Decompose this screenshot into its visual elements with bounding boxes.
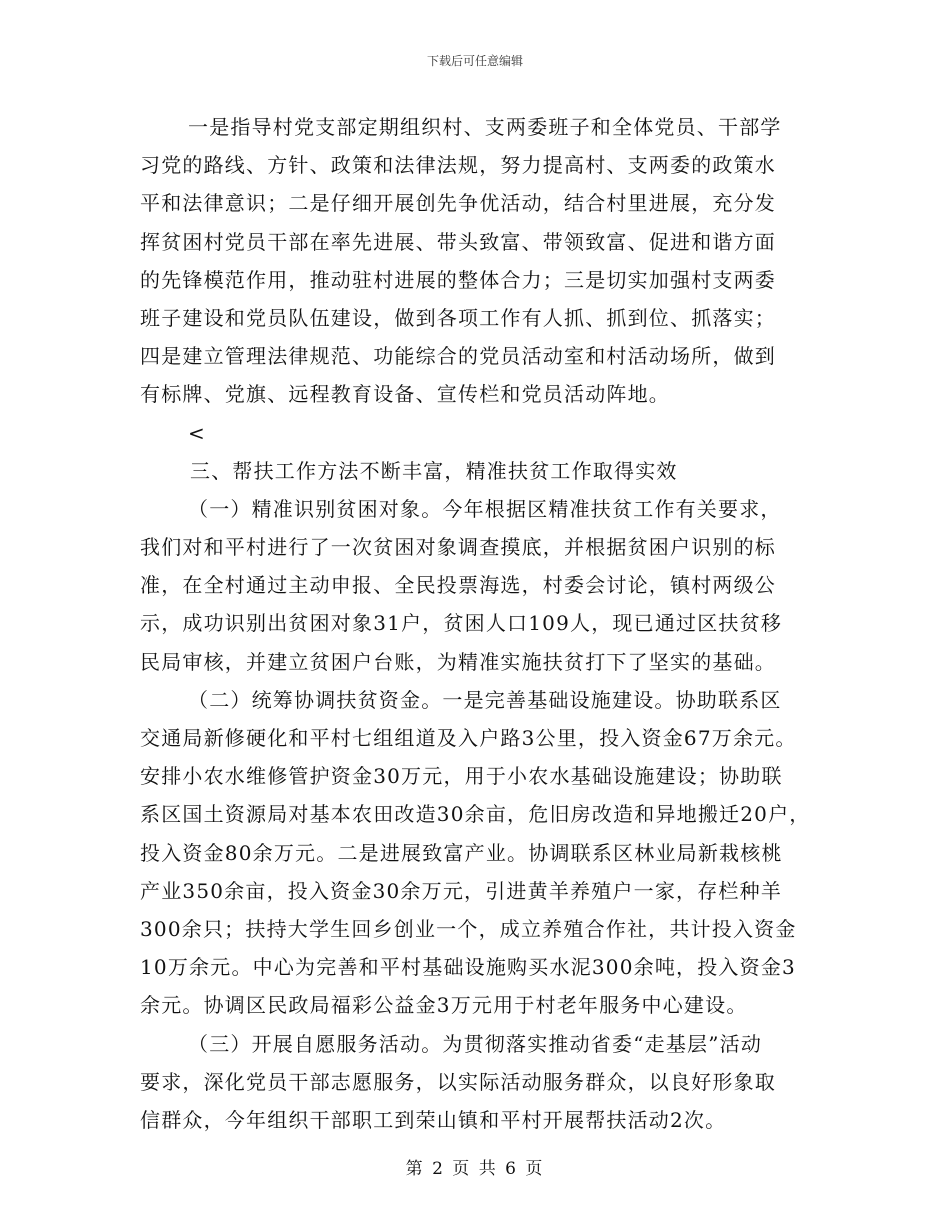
paragraph-line: 示，成功识别出贫困对象31户，贫困人口109人，现已通过区扶贫移 <box>140 611 783 636</box>
paragraph-line: 民局审核，并建立贫困户台账，为精准实施扶贫打下了坚实的基础。 <box>140 649 776 674</box>
paragraph-line: （三）开展自愿服务活动。为贯彻落实推动省委“走基层”活动 <box>188 1031 763 1056</box>
paragraph-line: 一是指导村党支部定期组织村、支两委班子和全体党员、干部学 <box>188 115 782 139</box>
paragraph-line: 系区国土资源局对基本农田改造30余亩，危旧房改造和异地搬迁20户， <box>140 802 811 827</box>
page-footer: 第 2 页 共 6 页 <box>405 1159 545 1179</box>
paragraph-line: 平和法律意识；二是仔细开展创先争优活动，结合村里进展，充分发 <box>140 191 776 216</box>
paragraph-line: 我们对和平村进行了一次贫困对象调查摸底，并根据贫困户识别的标 <box>140 535 776 560</box>
page-header: 下载后可任意编辑 <box>426 54 523 68</box>
paragraph-line: （二）统筹协调扶贫资金。一是完善基础设施建设。协助联系区 <box>188 687 782 712</box>
paragraph-line: 产业350余亩，投入资金30余万元，引进黄羊养殖户一家，存栏种羊 <box>140 878 783 903</box>
paragraph-line: 10万余元。中心为完善和平村基础设施购买水泥300余吨，投入资金3 <box>140 955 796 980</box>
paragraph-line: 安排小农水维修管护资金30万元，用于小农水基础设施建设；协助联 <box>140 764 783 789</box>
paragraph-line: 班子建设和党员队伍建设，做到各项工作有人抓、抓到位、抓落实； <box>140 305 776 330</box>
paragraph-line: 准，在全村通过主动申报、全民投票海选，村委会讨论，镇村两级公 <box>140 573 776 598</box>
paragraph-line: 挥贫困村党员干部在率先进展、带头致富、带领致富、促进和谐方面 <box>140 229 776 254</box>
paragraph-line: （一）精准识别贫困对象。今年根据区精准扶贫工作有关要求， <box>188 496 782 521</box>
paragraph-line: 习党的路线、方针、政策和法律法规，努力提高村、支两委的政策水 <box>140 153 776 178</box>
paragraph-line: 四是建立管理法律规范、功能综合的党员活动室和村活动场所，做到 <box>140 344 776 369</box>
section-heading: 三、帮扶工作方法不断丰富，精准扶贫工作取得实效 <box>190 458 678 483</box>
paragraph-line: 要求，深化党员干部志愿服务，以实际活动服务群众，以良好形象取 <box>140 1069 776 1094</box>
paragraph-line: 余元。协调区民政局福彩公益金3万元用于村老年服务中心建设。 <box>140 993 748 1018</box>
paragraph-line: 300余只；扶持大学生回乡创业一个，成立养殖合作社，共计投入资金 <box>140 916 797 941</box>
paragraph-line: 的先锋模范作用，推动驻村进展的整体合力；三是切实加强村支两委 <box>140 267 776 292</box>
paragraph-line: 信群众，今年组织干部职工到荣山镇和平村开展帮扶活动2次。 <box>140 1107 727 1132</box>
paragraph-line: 有标牌、党旗、远程教育设备、宣传栏和党员活动阵地。 <box>140 382 670 407</box>
paragraph-line: 交通局新修硬化和平村七组组道及入户路3公里，投入资金67万余元。 <box>140 726 797 750</box>
document-body <box>140 108 810 1139</box>
paragraph-line: 投入资金80余万元。二是进展致富产业。协调联系区林业局新栽核桃 <box>140 840 783 865</box>
stray-mark: < <box>188 420 206 445</box>
